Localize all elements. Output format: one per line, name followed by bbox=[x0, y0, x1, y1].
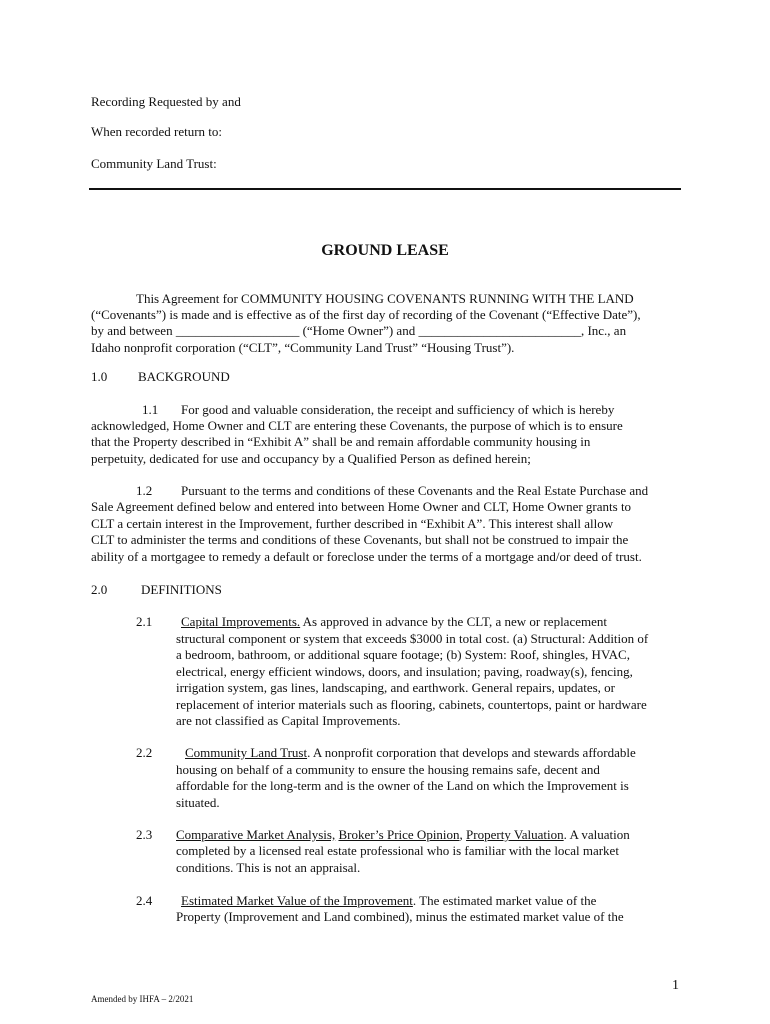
para-1-1-line-4: perpetuity, dedicated for use and occupancy by a Qualified Person as defined herein; bbox=[91, 451, 531, 466]
def-2-3-separator: , bbox=[459, 827, 467, 842]
recording-requested-line: Recording Requested by and bbox=[91, 94, 241, 109]
para-1-1-line-2: acknowledged, Home Owner and CLT are entering these Covenants, the purpose of which is to ensure bbox=[91, 418, 623, 433]
def-2-4-line-2: Property (Improvement and Land combined), minus the estimated market value of the bbox=[176, 909, 624, 924]
def-2-1-line-4: electrical, energy efficient windows, doors, and insulation; paving, roadway(s), fencing, bbox=[176, 664, 633, 679]
para-1-1-number: 1.1 bbox=[142, 402, 159, 417]
def-2-3-term-c: Property Valuation bbox=[466, 827, 564, 842]
def-2-4-first-rest: . The estimated market value of the bbox=[412, 893, 597, 908]
para-1-1-line-1: For good and valuable consideration, the receipt and sufficiency of which is hereby bbox=[181, 402, 615, 417]
section-2-number: 2.0 bbox=[91, 582, 108, 597]
section-2-heading: DEFINITIONS bbox=[141, 582, 222, 597]
def-2-1-number: 2.1 bbox=[136, 614, 153, 629]
para-1-1-line-3: that the Property described in “Exhibit A” shall be and remain affordable community housing in bbox=[91, 434, 591, 449]
def-2-1-term: Capital Improvements. bbox=[181, 614, 301, 629]
para-1-2-line-3: CLT a certain interest in the Improvement, further described in “Exhibit A”. This interest shall allow bbox=[91, 516, 614, 531]
def-2-1-line-7: are not classified as Capital Improvements. bbox=[176, 713, 401, 728]
def-2-2-number: 2.2 bbox=[136, 745, 153, 760]
intro-line-1: This Agreement for COMMUNITY HOUSING COVENANTS RUNNING WITH THE LAND bbox=[136, 291, 634, 306]
para-1-2-number: 1.2 bbox=[136, 483, 153, 498]
def-2-3-line-1 bbox=[176, 827, 630, 843]
def-2-3-number: 2.3 bbox=[136, 827, 153, 842]
page-number: 1 bbox=[672, 978, 679, 993]
return-to-line: When recorded return to: bbox=[91, 124, 223, 139]
def-2-4-number: 2.4 bbox=[136, 893, 153, 908]
para-1-2-line-2: Sale Agreement defined below and entered into between Home Owner and CLT, Home Owner grants to bbox=[91, 499, 632, 514]
page-title: GROUND LEASE bbox=[321, 242, 449, 259]
def-2-2-line-1 bbox=[185, 745, 636, 761]
header-divider bbox=[89, 188, 681, 190]
def-2-3-line-2: completed by a licensed real estate professional who is familiar with the local market bbox=[176, 843, 619, 858]
para-1-2-line-4: CLT to administer the terms and conditions of these Covenants, but shall not be construed to impair the bbox=[91, 532, 629, 547]
def-2-2-line-2: housing on behalf of a community to ensure the housing remains safe, decent and bbox=[176, 762, 600, 777]
intro-line-2: (“Covenants”) is made and is effective as of the first day of recording of the Covenant (“Effective Date”), bbox=[91, 307, 641, 322]
section-1-number: 1.0 bbox=[91, 369, 108, 384]
def-2-2-first-rest: . A nonprofit corporation that develops and stewards affordable bbox=[307, 745, 636, 760]
def-2-3-line-3: conditions. This is not an appraisal. bbox=[176, 860, 361, 875]
section-1-heading: BACKGROUND bbox=[138, 369, 230, 384]
def-2-1-line-5: irrigation system, gas lines, landscaping, and earthwork. General repairs, updates, or bbox=[176, 680, 615, 695]
def-2-3-term-b: Broker’s Price Opinion bbox=[338, 827, 460, 842]
def-2-3-term-a: Comparative Market Analysis, bbox=[176, 827, 336, 842]
def-2-1-first-rest: As approved in advance by the CLT, a new or replacement bbox=[300, 614, 607, 629]
def-2-1-line-3: a bedroom, bathroom, or additional square footage; (b) System: Roof, shingles, HVAC, bbox=[176, 647, 630, 662]
def-2-3-first-rest: . A valuation bbox=[563, 827, 630, 842]
intro-line-3: by and between ___________________ (“Home Owner”) and _________________________, Inc., an bbox=[91, 323, 627, 338]
def-2-2-term: Community Land Trust bbox=[185, 745, 308, 760]
para-1-2-line-5: ability of a mortgagee to remedy a default or foreclose under the terms of a mortgage and/or deed of trust. bbox=[91, 549, 642, 564]
amended-note: Amended by IHFA – 2/2021 bbox=[91, 994, 194, 1004]
def-2-1-line-2: structural component or system that exceeds $3000 in total cost. (a) Structural: Addition of bbox=[176, 631, 649, 646]
def-2-4-line-1 bbox=[181, 893, 596, 909]
land-trust-line: Community Land Trust: bbox=[91, 156, 217, 171]
def-2-2-line-4: situated. bbox=[176, 795, 220, 810]
def-2-1-line-6: replacement of interior materials such as flooring, cabinets, countertops, paint or hardware bbox=[176, 697, 647, 712]
def-2-1-line-1 bbox=[181, 614, 607, 630]
para-1-2-line-1: Pursuant to the terms and conditions of these Covenants and the Real Estate Purchase and bbox=[181, 483, 649, 498]
def-2-4-term: Estimated Market Value of the Improvement bbox=[181, 893, 413, 908]
intro-line-4: Idaho nonprofit corporation (“CLT”, “Community Land Trust” “Housing Trust”). bbox=[91, 340, 515, 355]
def-2-2-line-3: affordable for the long-term and is the owner of the Land on which the Improvement is bbox=[176, 778, 629, 793]
